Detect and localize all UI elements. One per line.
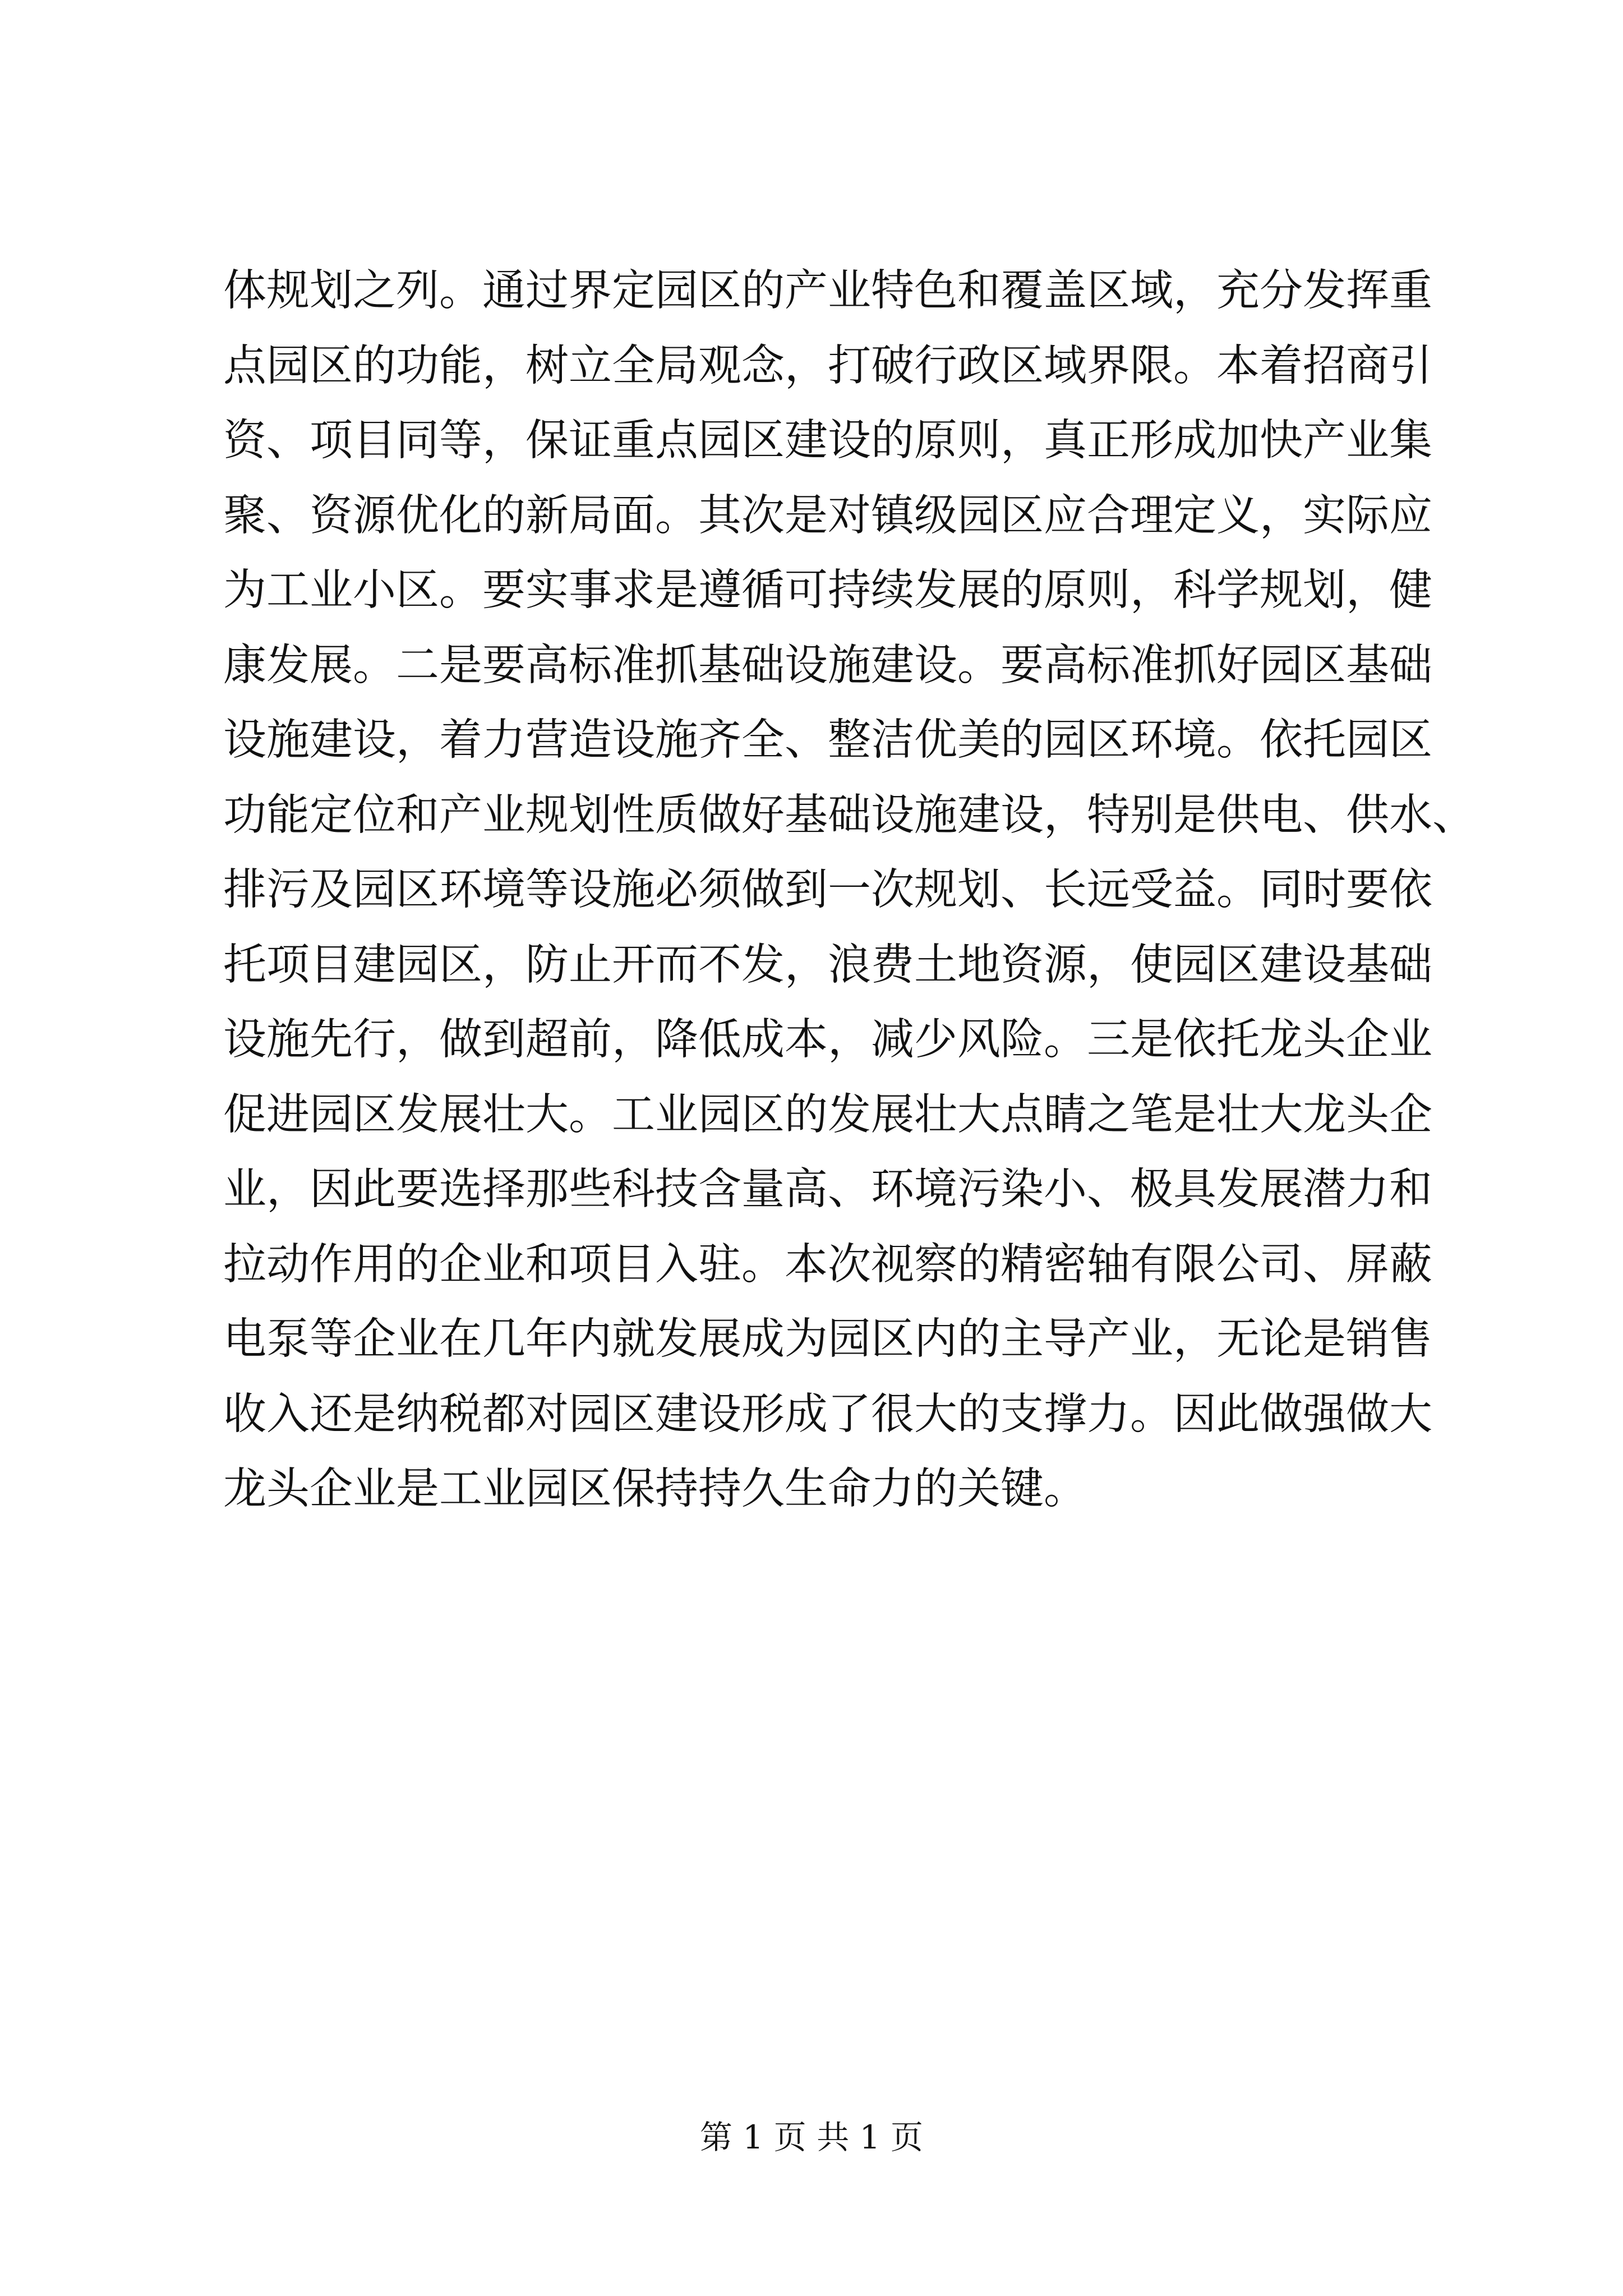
text-line: 设施先行，做到超前，降低成本，减少风险。三是依托龙头企业 <box>223 1015 1432 1065</box>
text-line: 设施建设，着力营造设施齐全、整洁优美的园区环境。依托园区 <box>223 715 1432 765</box>
text-line: 康发展。二是要高标准抓基础设施建设。要高标准抓好园区基础 <box>223 640 1432 691</box>
text-line: 体规划之列。通过界定园区的产业特色和覆盖区域，充分发挥重 <box>223 266 1432 316</box>
body-paragraph <box>223 254 1476 1527</box>
text-line: 电泵等企业在几年内就发展成为园区内的主导产业，无论是销售 <box>223 1314 1432 1364</box>
text-line: 拉动作用的企业和项目入驻。本次视察的精密轴有限公司、屏蔽 <box>223 1239 1432 1290</box>
text-line: 资、项目同等，保证重点园区建设的原则，真正形成加快产业集 <box>223 416 1432 466</box>
text-line-last: 龙头企业是工业园区保持持久生命力的关键。 <box>223 1464 1087 1514</box>
text-line: 点园区的功能，树立全局观念，打破行政区域界限。本着招商引 <box>223 341 1432 391</box>
text-line: 排污及园区环境等设施必须做到一次规划、长远受益。同时要依 <box>223 865 1432 915</box>
text-line: 促进园区发展壮大。工业园区的发展壮大点睛之笔是壮大龙头企 <box>223 1089 1432 1140</box>
text-line: 聚、资源优化的新局面。其次是对镇级园区应合理定义，实际应 <box>223 490 1432 541</box>
text-line: 业，因此要选择那些科技含量高、环境污染小、极具发展潜力和 <box>223 1165 1432 1214</box>
page-number-label: 第 1 页 共 1 页 <box>700 2118 923 2156</box>
text-line: 托项目建园区，防止开而不发，浪费土地资源，使园区建设基础 <box>223 940 1432 990</box>
text-line: 功能定位和产业规划性质做好基础设施建设，特别是供电、供水、 <box>223 790 1476 840</box>
text-line: 收入还是纳税都对园区建设形成了很大的支撑力。因此做强做大 <box>223 1389 1432 1439</box>
page-footer <box>0 2115 1623 2160</box>
text-line: 为工业小区。要实事求是遵循可持续发展的原则，科学规划，健 <box>223 565 1432 615</box>
